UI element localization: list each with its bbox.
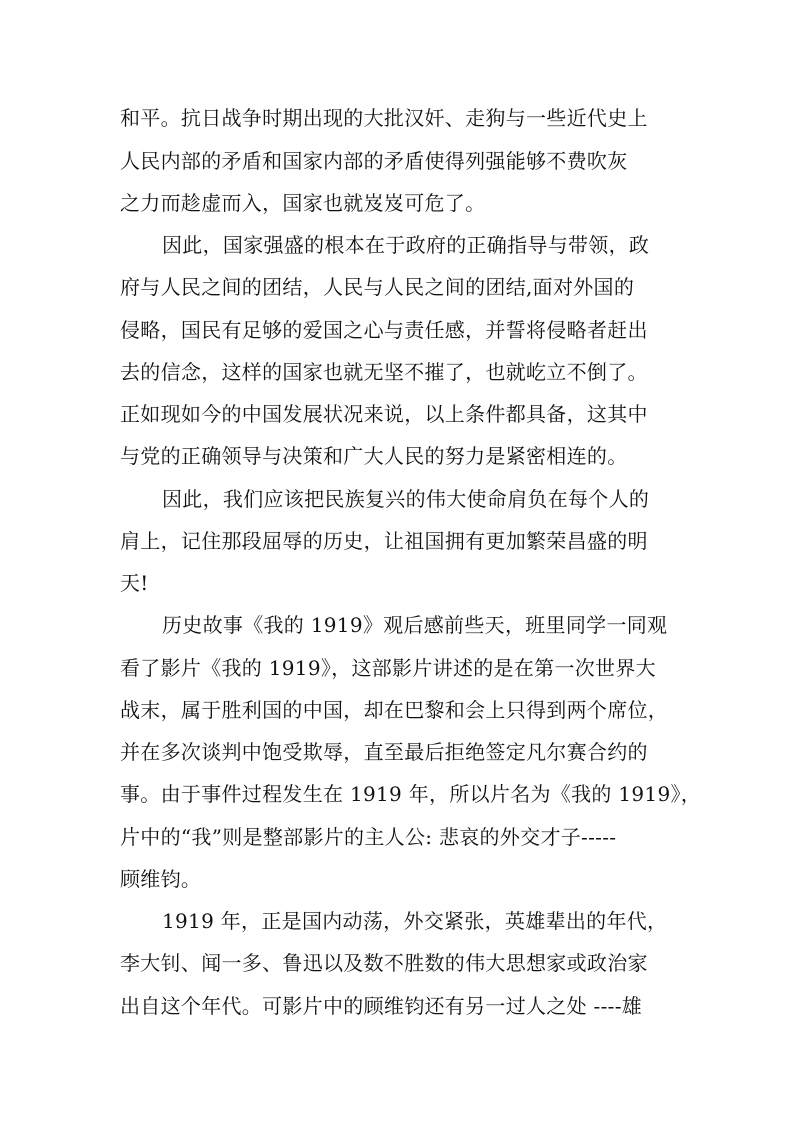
- text-line: 战末，属于胜利国的中国，却在巴黎和会上只得到两个席位，: [120, 698, 669, 722]
- text-line: 出自这个年代。可影片中的顾维钧还有另一过人之处 ----雄: [120, 994, 643, 1018]
- text-line: 和平。抗日战争时期出现的大批汉奸、走狗与一些近代史上: [120, 106, 648, 130]
- text-line: 肩上，记住那段屈辱的历史，让祖国拥有更加繁荣昌盛的明: [120, 529, 648, 553]
- text-line: 侵略，国民有足够的爱国之心与责任感，并誓将侵略者赶出: [120, 318, 648, 342]
- text-line: 顾维钧。: [120, 867, 202, 891]
- text-line: 片中的“我”则是整部影片的主人公: 悲哀的外交才子-----: [120, 825, 617, 849]
- text-line: 看了影片《我的 1919》，这部影片讲述的是在第一次世界大: [120, 656, 656, 680]
- text-line: 历史故事《我的 1919》观后感前些天，班里同学一同观: [162, 613, 668, 637]
- text-line: 李大钊、闻一多、鲁迅以及数不胜数的伟大思想家或政治家: [120, 951, 648, 975]
- text-line: 并在多次谈判中饱受欺辱，直至最后拒绝签定凡尔赛合约的: [120, 740, 648, 764]
- text-line: 正如现如今的中国发展状况来说，以上条件都具备，这其中: [120, 402, 648, 426]
- text-line: 人民内部的矛盾和国家内部的矛盾使得列强能够不费吹灰: [120, 149, 628, 173]
- text-line: 1919 年，正是国内动荡，外交紧张，英雄辈出的年代，: [162, 909, 668, 933]
- text-line: 府与人民之间的团结，人民与人民之间的团结,面对外国的: [120, 275, 635, 299]
- text-line: 因此，国家强盛的根本在于政府的正确指导与带领，政: [162, 233, 650, 257]
- text-line: 之力而趁虚而入，国家也就岌岌可危了。: [120, 191, 486, 215]
- text-line: 天!: [120, 571, 149, 595]
- text-line: 与党的正确领导与决策和广大人民的努力是紧密相连的。: [120, 444, 628, 468]
- text-line: 因此，我们应该把民族复兴的伟大使命肩负在每个人的: [162, 487, 650, 511]
- text-line: 事。由于事件过程发生在 1919 年，所以片名为《我的 1919》，: [120, 782, 702, 806]
- text-line: 去的信念，这样的国家也就无坚不摧了，也就屹立不倒了。: [120, 360, 648, 384]
